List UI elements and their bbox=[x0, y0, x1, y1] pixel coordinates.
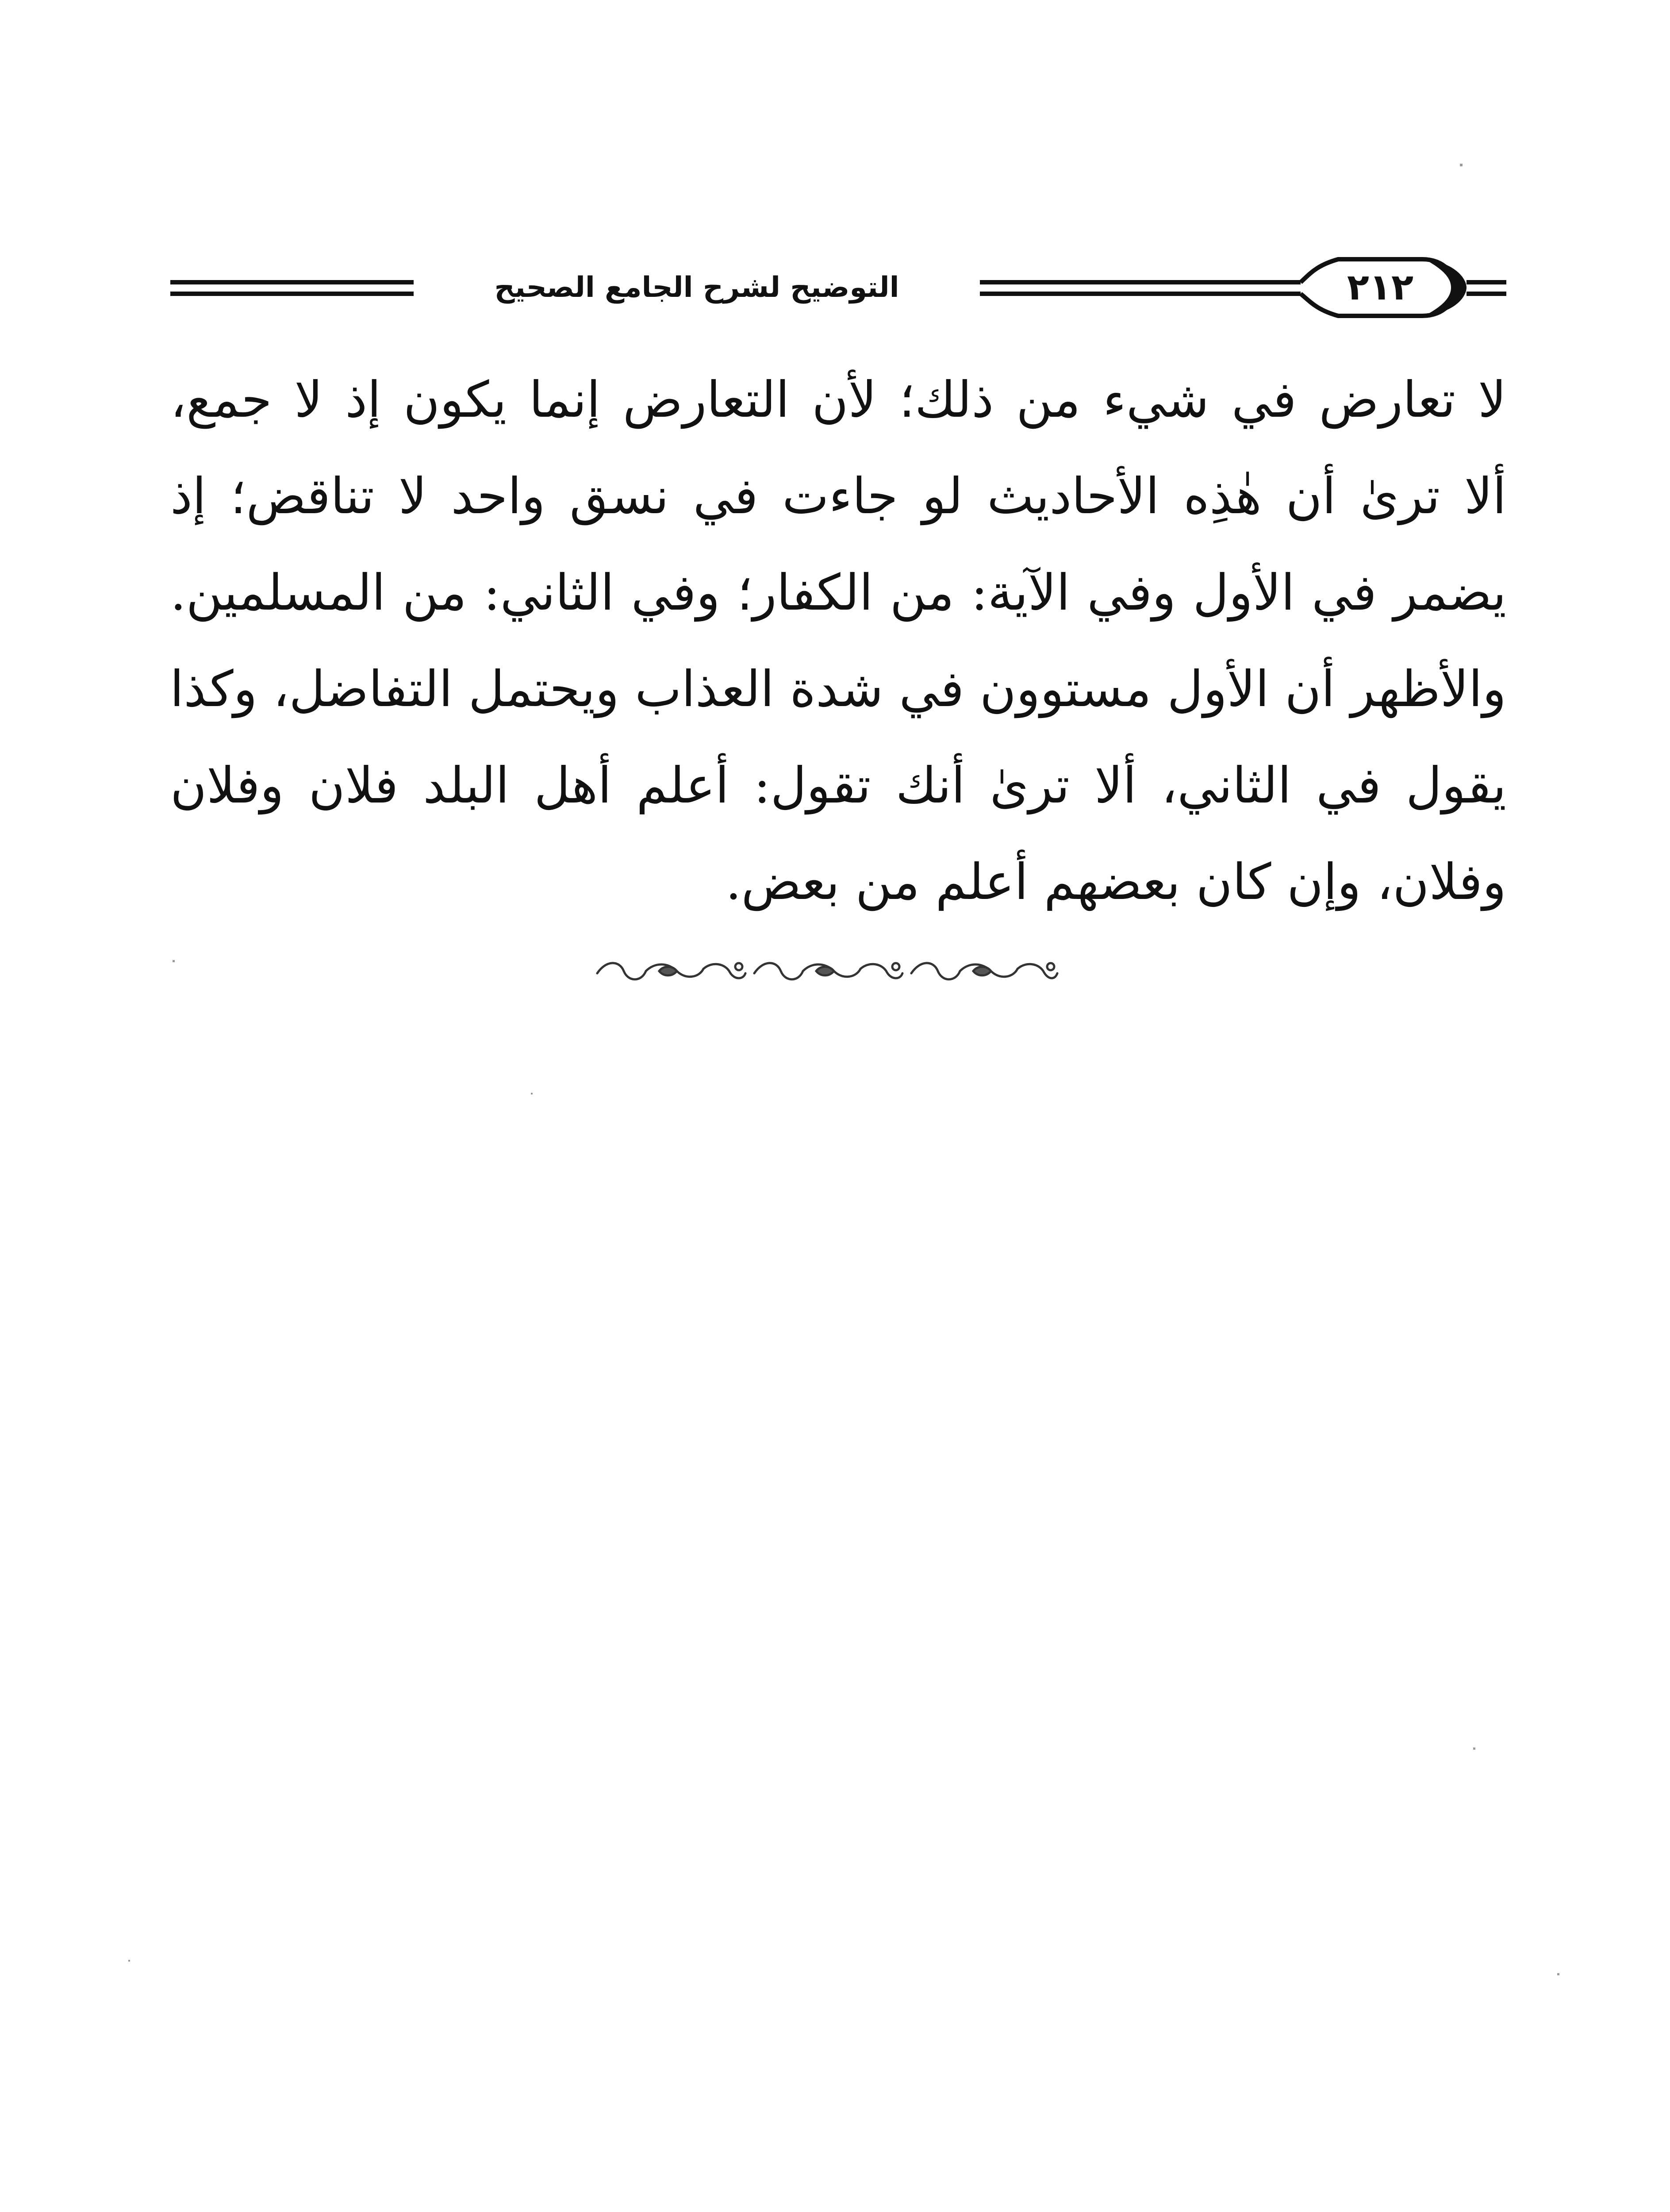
scan-speck bbox=[1460, 164, 1463, 166]
scan-speck bbox=[128, 1960, 130, 1962]
text-line: ألا ترىٰ أن هٰذِه الأحاديث لو جاءت في نسق واحد لا تناقض؛ إذ bbox=[170, 468, 1506, 525]
scan-speck bbox=[1473, 1747, 1475, 1750]
scan-speck bbox=[531, 1093, 533, 1094]
body-text bbox=[170, 352, 1506, 930]
text-line: وفلان، وإن كان بعضهم أعلم من بعض. bbox=[726, 853, 1506, 911]
book-title: التوضيح لشرح الجامع الصحيح bbox=[494, 271, 899, 304]
text-line: لا تعارض في شيء من ذلك؛ لأن التعارض إنما يكون إذ لا جمع، bbox=[170, 371, 1506, 429]
scan-speck bbox=[1557, 1973, 1559, 1975]
text-line: يضمر في الأول وفي الآية: من الكفار؛ وفي الثاني: من المسلمين. bbox=[170, 564, 1506, 622]
scan-speck bbox=[173, 960, 175, 962]
floral-divider-ornament-icon bbox=[593, 956, 1062, 987]
text-line: والأظهر أن الأول مستوون في شدة العذاب ويحتمل التفاضل، وكذا bbox=[170, 661, 1506, 718]
text-line: يقول في الثاني، ألا ترىٰ أنك تقول: أعلم أهل البلد فلان وفلان bbox=[170, 757, 1506, 814]
running-header bbox=[170, 248, 1506, 327]
page-number: ٢١٢ bbox=[1347, 266, 1414, 308]
